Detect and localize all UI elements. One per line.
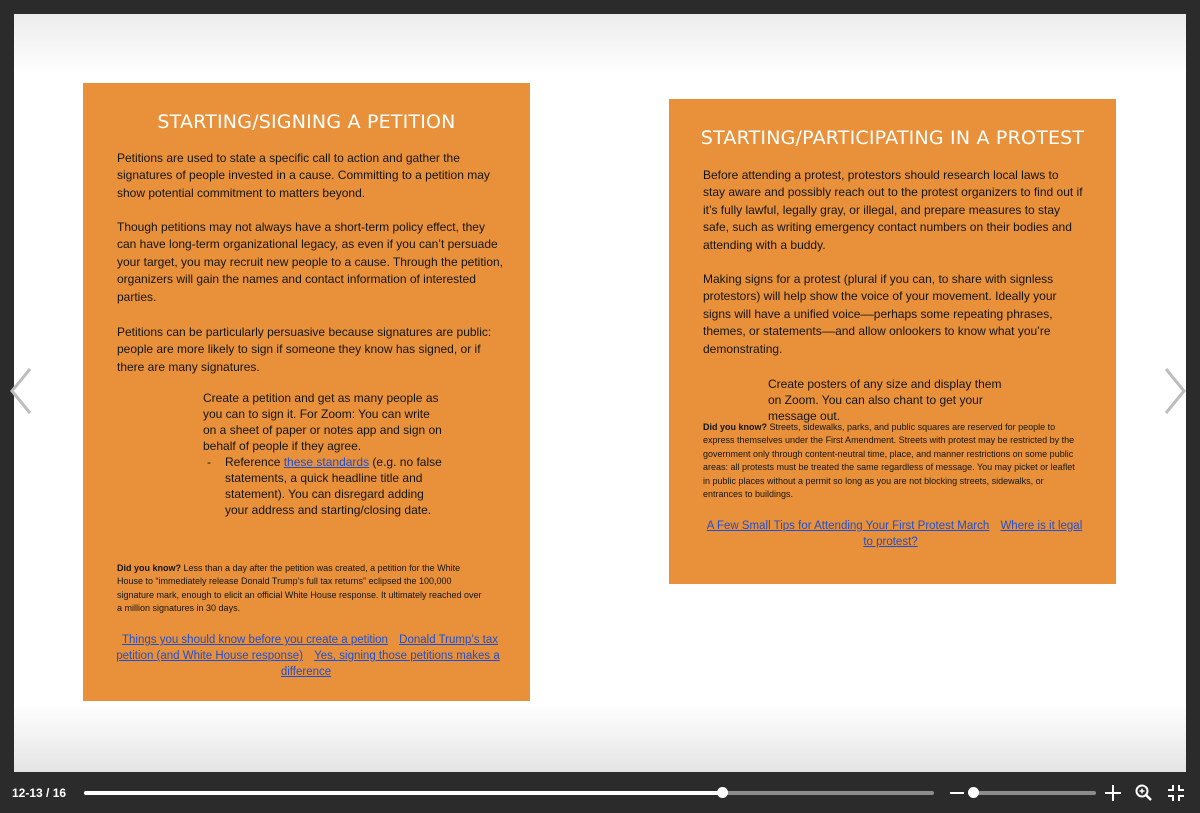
petition-action-text: Create a petition and get as many people as you can to sign it. For Zoom: You can write on a sheet of paper or notes app and sign on behalf of people if they agree. <box>203 391 442 453</box>
petition-paragraph-2: Though petitions may not always have a short-term policy effect, they can have long-term organizational legacy, as even if you can’t persuade your target, you may recruit new people to a cause. Through the petition, organizers will gain the names and contact information of interested parties. <box>117 220 504 304</box>
did-you-know-text: Less than a day after the petition was created, a petition for the White House to “immediately release Donald Trump’s full tax returns” eclipsed the 100,000 signature mark, enough to elicit an official White House response. It ultimately reached over a million signatures in 30 days. <box>117 563 482 614</box>
chevron-right-icon[interactable] <box>1160 366 1190 416</box>
petition-paragraph-3: Petitions can be particularly persuasive because signatures are public: people are more likely to sign if someone they know has signed, or if there are many signatures. <box>117 325 492 374</box>
right-page-title: STARTING/PARTICIPATING IN A PROTEST <box>700 127 1085 149</box>
zoom-thumb[interactable] <box>968 787 979 798</box>
plus-icon[interactable] <box>1103 783 1123 803</box>
protest-paragraph-1: Before attending a protest, protestors should research local laws to stay aware and possibly reach out to the protest organizers to find out if it’s fully lawful, legally gray, or illegal, and prepare measures to stay safe, such as writing emergency contact numbers on their bodies and attending with a buddy. <box>703 168 1083 252</box>
petition-did-you-know <box>117 562 487 616</box>
petition-bullet <box>203 454 443 518</box>
petition-links <box>113 632 503 680</box>
zoom-slider[interactable] <box>970 791 1096 795</box>
protest-link-2[interactable]: Where is it legal to protest? <box>863 520 1083 548</box>
page-count: 12-13 / 16 <box>12 786 67 800</box>
did-you-know-text: Streets, sidewalks, parks, and public squares are reserved for people to express themselves under the First Amendment. Streets with protest may be restricted by the government only through content-neutral time, place, and manner restrictions on some public areas: all protests must be treated the same regardless of message. You may picket or leaflet in public places without a permit so long as you are not blocking streets, sidewalks, or entrances to buildings. <box>703 422 1075 500</box>
bullet-prefix: Reference <box>225 455 284 469</box>
left-page-title: STARTING/SIGNING A PETITION <box>157 111 456 133</box>
right-page <box>669 99 1116 584</box>
petition-link-1[interactable]: Things you should know before you create a petition <box>121 634 388 646</box>
protest-paragraph-2: Making signs for a protest (plural if you can, to share with signless protestors) will help show the voice of your movement. Ideally your signs will have a unified voice––perhaps some repeating phrases, themes, or statements––and allow onlookers to know what you’re demonstrating. <box>703 272 1057 356</box>
bullet-text <box>225 454 443 518</box>
page-progress-slider[interactable] <box>84 791 934 795</box>
minus-icon[interactable] <box>948 784 966 802</box>
protest-did-you-know <box>703 421 1083 501</box>
progress-fill <box>84 791 722 795</box>
did-you-know-label: Did you know? <box>703 422 767 432</box>
bullet-suffix: (e.g. no false statements, a quick headline title and statement). You can disregard adding your address and starting/closing date. <box>225 455 442 517</box>
exit-fullscreen-icon[interactable] <box>1166 783 1186 803</box>
petition-link-2[interactable]: Donald Trump’s tax petition (and White House response) <box>116 634 499 662</box>
bullet-dash: - <box>207 455 211 469</box>
did-you-know-label: Did you know? <box>117 563 181 573</box>
these-standards-link[interactable]: these standards <box>283 455 370 469</box>
protest-links <box>699 518 1086 550</box>
search-zoom-icon[interactable] <box>1134 783 1154 803</box>
bottom-toolbar <box>0 772 1200 813</box>
progress-thumb[interactable] <box>717 787 728 798</box>
chevron-left-icon[interactable] <box>6 366 36 416</box>
left-page <box>83 83 530 701</box>
protest-action: Create posters of any size and display them on Zoom. You can also chant to get your message out. <box>768 377 1002 423</box>
petition-link-3[interactable]: Yes, signing those petitions makes a difference <box>280 650 500 678</box>
protest-link-1[interactable]: A Few Small Tips for Attending Your First Protest March <box>706 520 990 532</box>
petition-paragraph-1: Petitions are used to state a specific call to action and gather the signatures of people invested in a cause. Committing to a petition may show potential commitment to matters beyond. <box>117 151 490 200</box>
petition-action <box>203 390 443 518</box>
flipbook-viewer <box>14 14 1186 772</box>
